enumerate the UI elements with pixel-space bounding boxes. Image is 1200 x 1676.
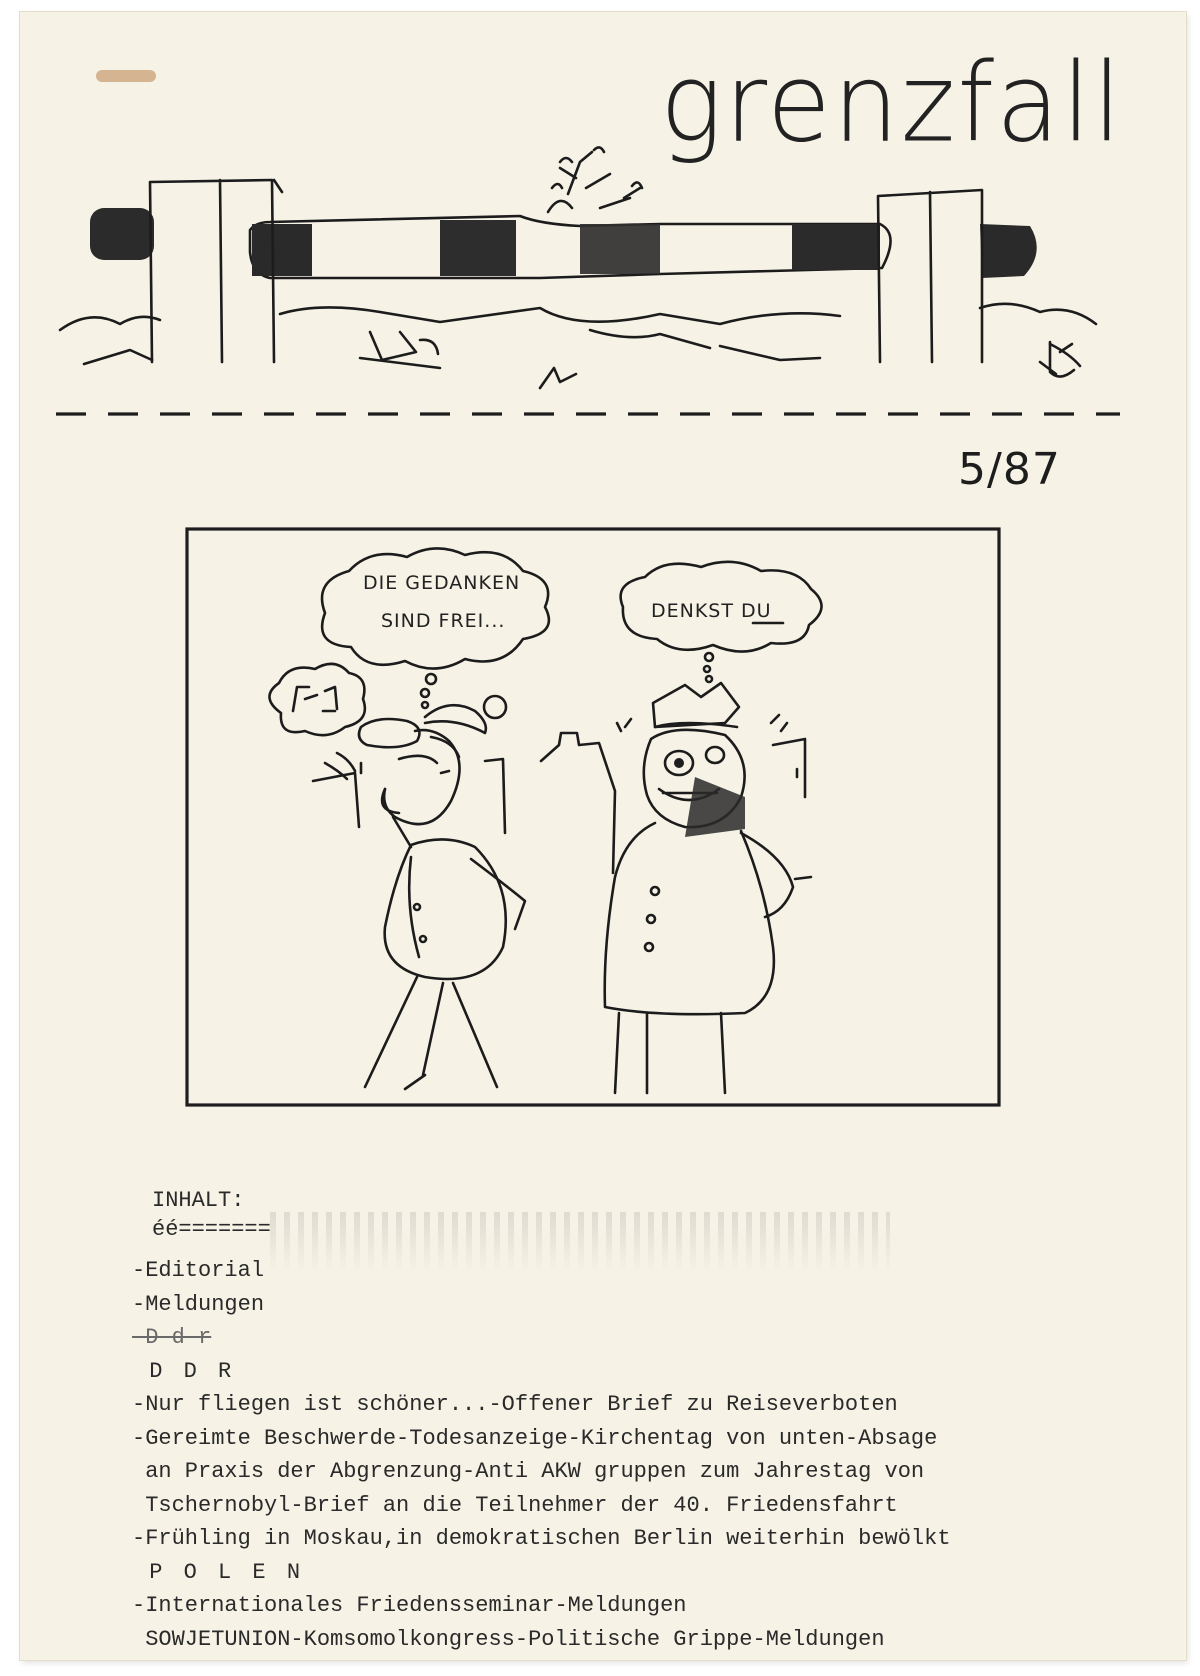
cartoon-panel [185,527,1003,1109]
toc-line: -Internationales Friedensseminar-Meldungen [132,1593,687,1618]
bubble-right-text: DENKST DU [651,600,772,622]
toc-line: -Gereimte Beschwerde-Todesanzeige-Kirchentag von unten-Absage [132,1425,938,1451]
toc-heading: INHALT: [152,1188,245,1213]
left-character [325,696,525,1089]
toc-line: P O L E N [132,1559,305,1585]
toc-line: -Editorial [132,1258,265,1283]
issue-number: 5/87 [958,444,1061,495]
document-page [20,12,1186,1660]
toc-line: -Frühling in Moskau,in demokratischen Berlin weiterhin bewölkt [132,1526,951,1551]
border-barrier-illustration [20,12,1186,432]
masthead-title: grenzfall [660,38,1124,167]
toc-line: D D R [132,1358,236,1384]
toc-line: -Nur fliegen ist schöner...-Offener Brief zu Reiseverboten [132,1392,898,1417]
stain-mark [96,70,156,82]
toc-line: an Praxis der Abgrenzung-Anti AKW gruppen zum Jahrestag von [132,1459,925,1484]
bubble-left-line2: SIND FREI... [381,610,506,632]
toc-items [132,1254,1132,1656]
toc-line: Tschernobyl-Brief an die Teilnehmer der 40. Friedensfahrt [132,1492,898,1518]
toc-line: D-d-r [132,1325,212,1350]
toc-line: -Meldungen [132,1291,265,1317]
toc-heading-rule: éé======= [152,1216,271,1242]
thought-bubble-left [322,548,549,668]
ghost-print-marks [270,1212,890,1272]
toc-line: SOWJETUNION-Komsomolkongress-Politische Grippe-Meldungen [132,1626,885,1652]
bubble-left-line1: DIE GEDANKEN [363,572,521,594]
